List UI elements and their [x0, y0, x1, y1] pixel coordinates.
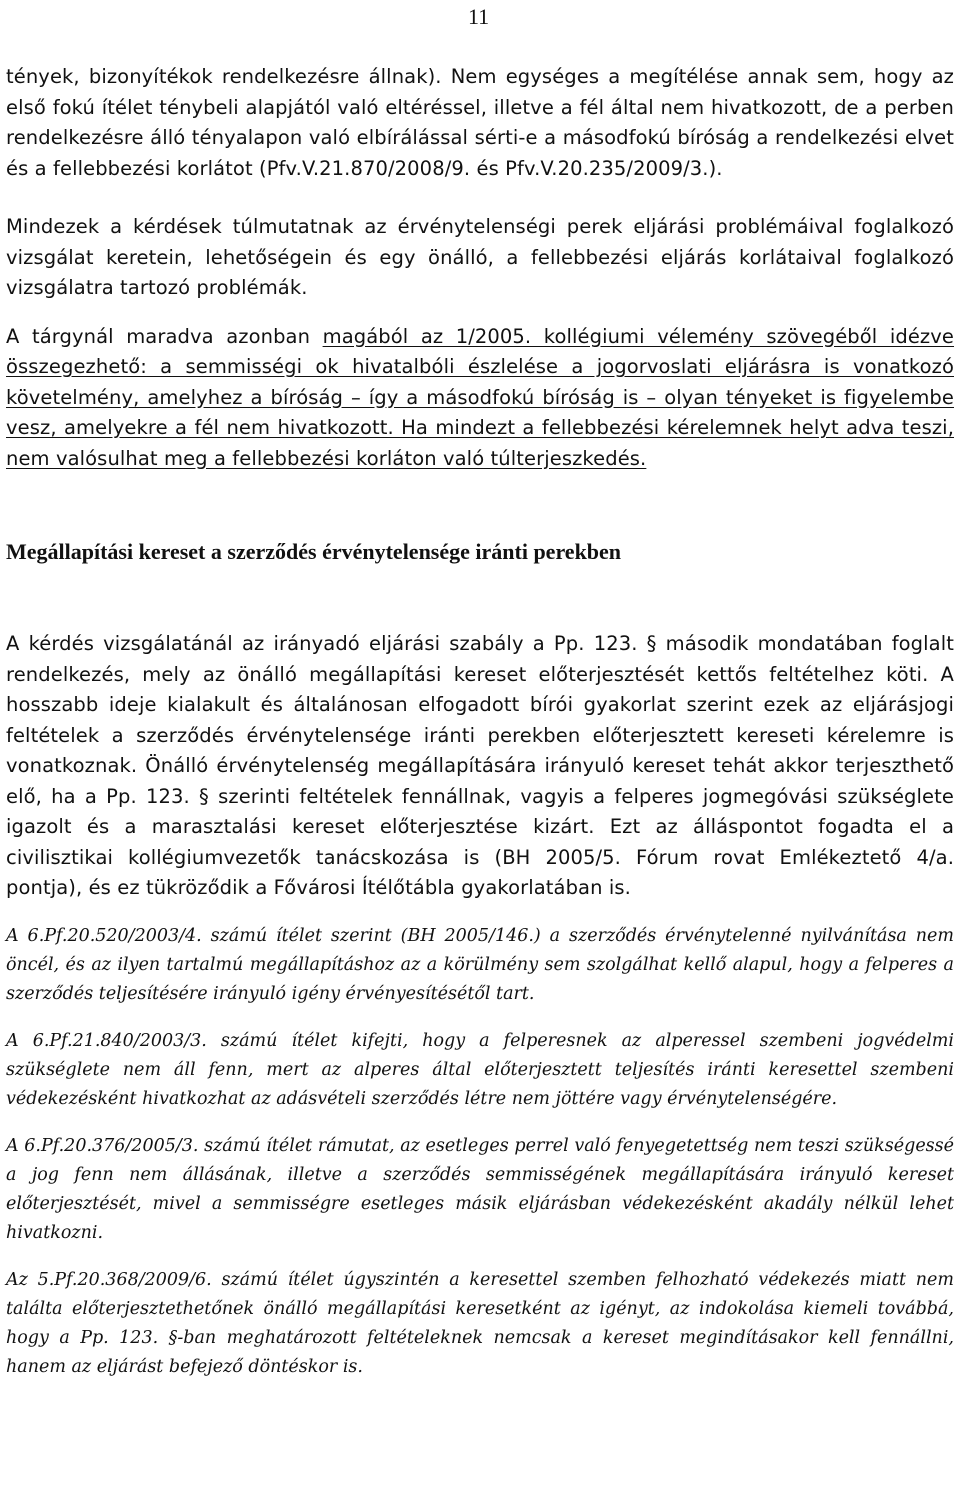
section-heading: Megállapítási kereset a szerződés érvénytelensége iránti perekben: [6, 539, 622, 564]
paragraph-intro: tények, bizonyítékok rendelkezésre állnak). Nem egységes a megítélése annak sem, hogy az első fokú ítélet ténybeli alapjától való eltéréssel, illetve a fél által nem hivatkozott, de a perben rendelkezésre álló tényalapon való elbírálással sérti-e a másodfokú bíróság a rendelkezési elvet és a fellebbezési korlátot (Pfv.V.21.870/2008/9. és Pfv.V.20.235/2009/3.).: [6, 65, 954, 180]
page-number: 11: [468, 4, 490, 29]
paragraph-rule: A kérdés vizsgálatánál az irányadó eljárási szabály a Pp. 123. § második mondatában foglalt rendelkezés, mely az önálló megállapítási kereset előterjesztését kettős feltételhez köti. A hosszabb ideje kialakult és általánosan elfogadott bírói gyakorlat szerint ezek az eljárásjogi feltételek a szerződés érvénytelensége iránti perekben előterjesztett kereseti kérelemre is vonatkoznak. Önálló érvénytelenség megállapítására irányuló kereset tehát akkor terjeszthető elő, ha a Pp. 123. § szerinti feltételek fennállnak, vagyis a felperes jogmegóvási szükséglete igazolt és a marasztalási kereset előterjesztése kizárt. Ezt az álláspontot fogadta el a civilisztikai kollégiumvezetők tanácskozása is (BH 2005/5. Fórum rovat Emlékeztető 4/a. pontja), és ez tükröződik a Fővárosi Ítélőtábla gyakorlatában is.: [6, 632, 954, 899]
case-citation-3: A 6.Pf.20.376/2005/3. számú ítélet rámutat, az esetleges perrel való fenyegetettség nem teszi szükségessé a jog fenn nem állásának, illetve a szerződés semmisségének megállapítására irányuló kereset előterjesztését, mivel a semmisségre esetleges másik eljárásban védekezésként akadály nélkül lehet hivatkozni.: [6, 1135, 954, 1243]
document-body: [6, 62, 954, 1382]
case-citation-2: A 6.Pf.21.840/2003/3. számú ítélet kifejti, hogy a felperesnek az alperessel szembeni jogvédelmi szükséglete nem áll fenn, mert az alperes által előterjesztett teljesítés iránti keresettel szembeni védekezésként hivatkozhat az adásvételi szerződés létre nem jöttére vagy érvénytelenségére.: [6, 1030, 954, 1109]
paragraph-summary-quote: magából az 1/2005. kollégiumi vélemény szövegéből idézve összegezhető: a semmisségi ok hivatalbóli észlelése a jogorvoslati eljárásra is vonatkozó követelmény, amelyhez a bíróság – így a másodfokú bíróság is – olyan tényeket is figyelembe vesz, amelyekre a fél nem hivatkozott. Ha mindezt a fellebbezési kérelemnek helyt adva teszi, nem valósulhat meg a fellebbezési korláton való túlterjeszkedés.: [6, 324, 955, 470]
paragraph-summary-lead: A tárgynál maradva azonban: [6, 324, 323, 348]
case-citation-4: Az 5.Pf.20.368/2009/6. számú ítélet úgyszintén a keresettel szemben felhozható védekezés miatt nem találta előterjesztethetőnek önálló megállapítási keresetként az igényt, az indokolása kiemeli továbbá, hogy a Pp. 123. §-ban meghatározott feltételeknek nemcsak a kereset megindításakor kell fennállni, hanem az eljárást befejező döntéskor is.: [6, 1269, 954, 1377]
paragraph-summary: [6, 322, 954, 475]
paragraph-scope: Mindezek a kérdések túlmutatnak az érvénytelenségi perek eljárási problémáival foglalkozó vizsgálat keretein, lehetőségein és egy önálló, a fellebbezési eljárás korlátaival foglalkozó vizsgálatra tartozó problémák.: [6, 215, 954, 299]
case-citation-1: A 6.Pf.20.520/2003/4. számú ítélet szerint (BH 2005/146.) a szerződés érvénytelenné nyilvánítása nem öncél, és az ilyen tartalmú megállapításhoz az a körülmény sem szolgálhat kellő alapul, hogy a felperes a szerződés teljesítésére irányuló igény érvényesítésétől tart.: [6, 925, 954, 1004]
